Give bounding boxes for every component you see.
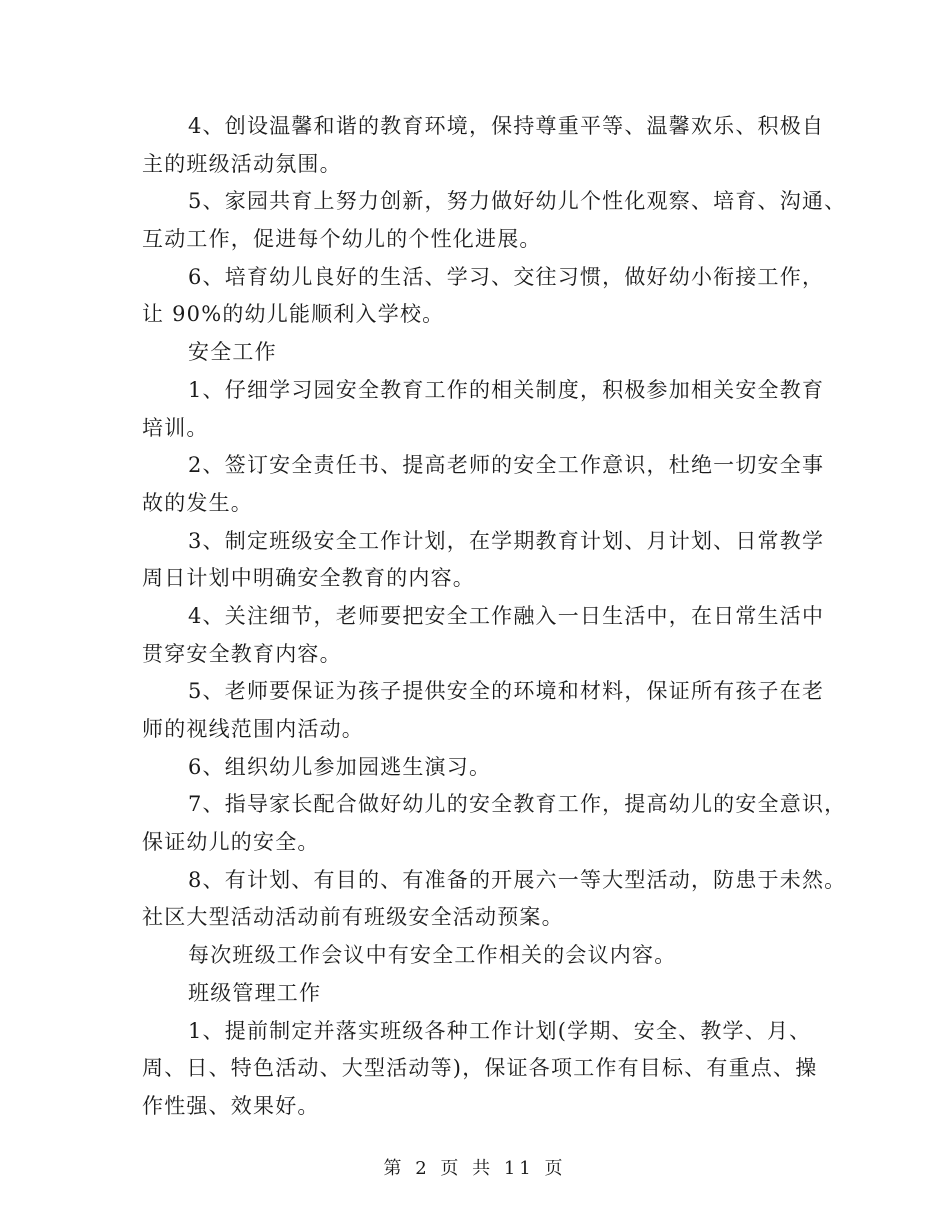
page-number-label: 第 2 页 共 11 页 (383, 1158, 567, 1179)
text-line: 7、指导家长配合做好幼儿的安全教育工作，提高幼儿的安全意识， (188, 792, 847, 817)
text-line: 4、关注细节，老师要把安全工作融入一日生活中，在日常生活中 (188, 603, 825, 628)
text-line: 故的发生。 (142, 490, 253, 515)
text-line: 2、签订安全责任书、提高老师的安全工作意识，杜绝一切安全事 (188, 453, 825, 478)
text-line: 让 90%的幼儿能顺利入学校。 (142, 302, 445, 327)
section-heading: 班级管理工作 (188, 980, 322, 1005)
text-line: 1、仔细学习园安全教育工作的相关制度，积极参加相关安全教育 (188, 377, 825, 402)
document-body (142, 108, 847, 1126)
text-line: 4、创设温馨和谐的教育环境，保持尊重平等、温馨欢乐、积极自 (188, 114, 825, 138)
text-line: 6、组织幼儿参加园逃生演习。 (188, 754, 492, 779)
text-line: 6、培育幼儿良好的生活、学习、交往习惯，做好幼小衔接工作， (188, 264, 825, 289)
text-line: 3、制定班级安全工作计划，在学期教育计划、月计划、日常教学 (188, 528, 825, 553)
text-line: 8、有计划、有目的、有准备的开展六一等大型活动，防患于未然。 (188, 867, 847, 892)
text-line: 5、老师要保证为孩子提供安全的环境和材料，保证所有孩子在老 (188, 679, 825, 704)
text-line: 保证幼儿的安全。 (142, 830, 320, 855)
page-footer (0, 1154, 950, 1180)
section-heading: 安全工作 (188, 340, 277, 365)
text-line: 作性强、效果好。 (142, 1093, 320, 1118)
text-line: 互动工作，促进每个幼儿的个性化进展。 (142, 227, 542, 252)
text-line: 1、提前制定并落实班级各种工作计划(学期、安全、教学、月、 (188, 1018, 812, 1043)
text-line: 师的视线范围内活动。 (142, 717, 364, 741)
text-line: 社区大型活动活动前有班级安全活动预案。 (142, 905, 564, 930)
text-line: 周日计划中明确安全教育的内容。 (142, 566, 475, 591)
text-line: 5、家园共育上努力创新，努力做好幼儿个性化观察、培育、沟通、 (188, 189, 847, 214)
text-line: 主的班级活动氛围。 (142, 151, 342, 176)
text-line: 贯穿安全教育内容。 (142, 641, 342, 666)
text-line: 培训。 (142, 415, 209, 440)
text-line: 周、日、特色活动、大型活动等)，保证各项工作有目标、有重点、操 (142, 1056, 818, 1081)
text-line: 每次班级工作会议中有安全工作相关的会议内容。 (188, 943, 677, 968)
